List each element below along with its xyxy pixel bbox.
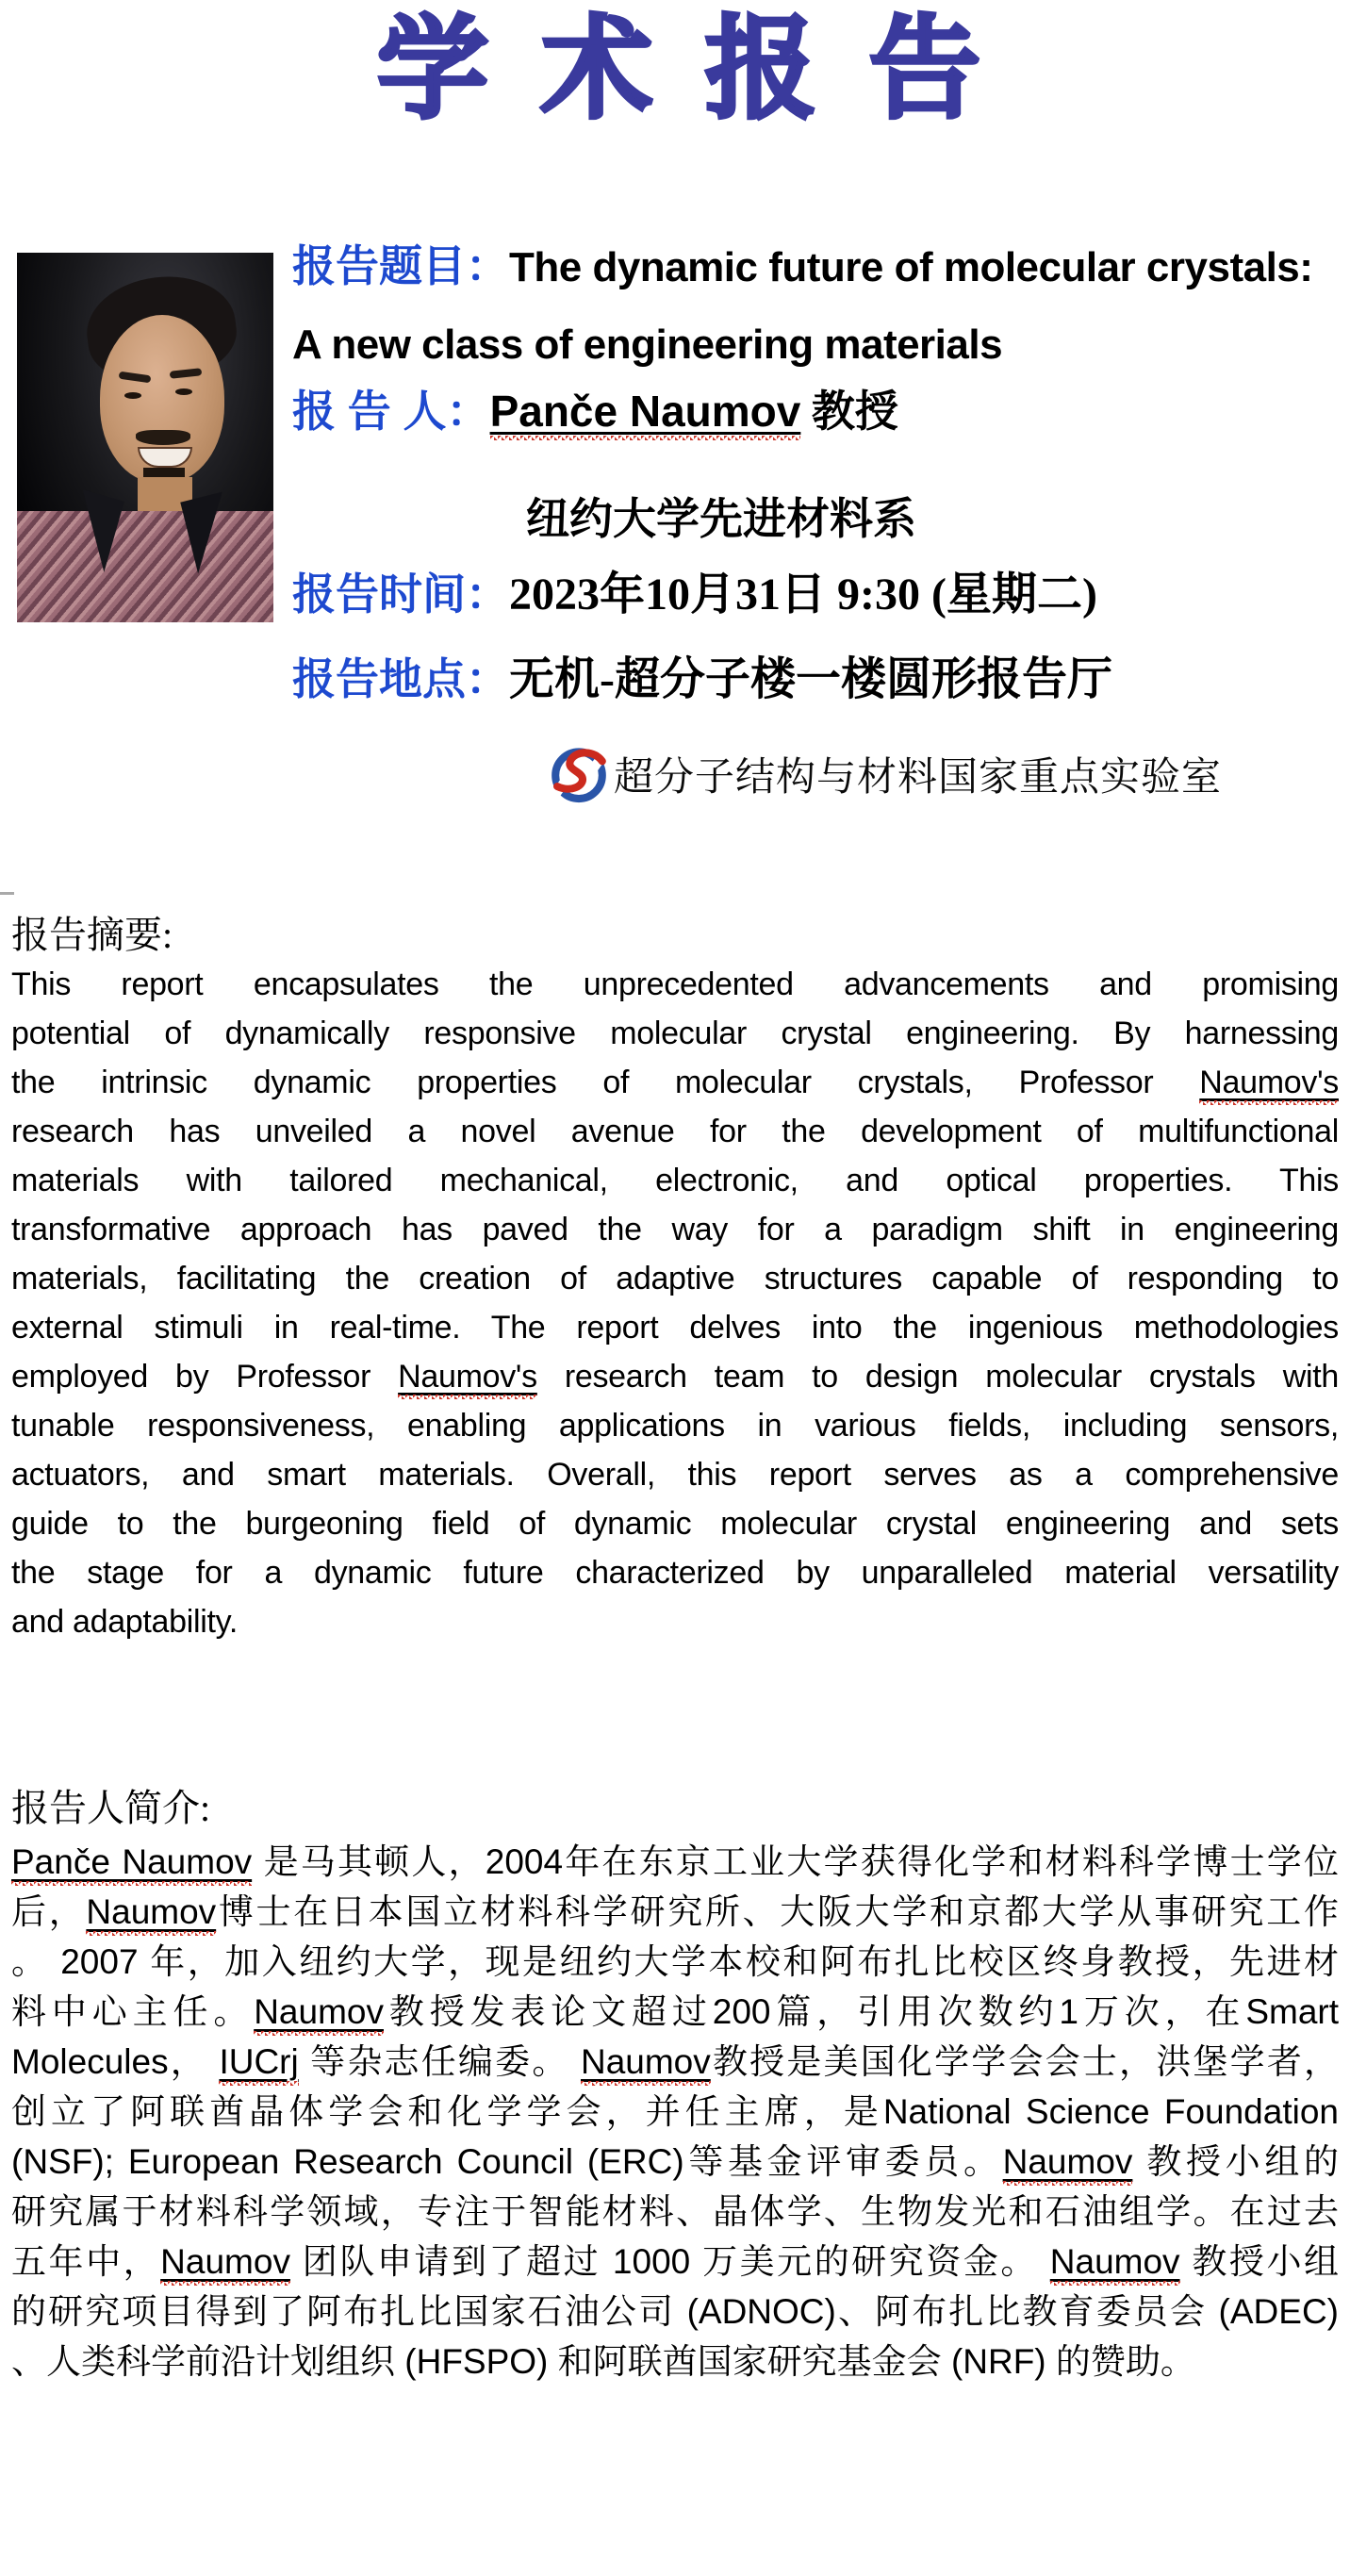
topic-value: The dynamic future of molecular crystals: A new class of engineering materials [292, 244, 1313, 368]
text-line [11, 1837, 1339, 1887]
text-segment: potential of dynamically responsive molecular crystal engineering. By harnessing [11, 1016, 1339, 1051]
text-segment: 教授小组的 [1132, 2142, 1339, 2181]
text-segment: 教授是美国化学学会会士，洪堡学者， [710, 2042, 1340, 2081]
topic-row [292, 232, 1350, 388]
text-line [11, 1499, 1339, 1548]
speaker-row [292, 383, 898, 451]
text-line [11, 1937, 1339, 1987]
text-line [11, 1401, 1339, 1450]
text-segment: external stimuli in real-time. The report delves into the ingenious methodologies [11, 1310, 1339, 1346]
text-segment: 创立了阿联酋晶体学会和化学学会，并任主席，是National Science Foundation [11, 2092, 1339, 2131]
text-line [11, 1156, 1339, 1205]
text-line [11, 2287, 1339, 2337]
time-value: 2023年10月31日 9:30 (星期二) [509, 570, 1097, 619]
abstract-text [11, 960, 1339, 1646]
text-line [11, 960, 1339, 1009]
text-line [11, 2337, 1339, 2386]
place-row [292, 651, 1112, 718]
page-title: 学术报告 [377, 8, 1034, 132]
bio-heading: 报告人简介: [11, 1787, 211, 1829]
text-segment: guide to the burgeoning field of dynamic molecular crystal engineering and sets [11, 1506, 1339, 1542]
text-segment: 教授发表论文超过200篇，引用次数约1万次，在Smart [383, 1992, 1340, 2031]
text-segment: research team to design molecular crystals with [536, 1359, 1339, 1395]
text-segment: 是马其顿人，2004年在东京工业大学获得化学和材料科学博士学位 [252, 1842, 1339, 1881]
text-line [11, 2037, 1339, 2087]
text-segment: (NSF); European Research Council (ERC)等基金评审委员。 [11, 2142, 1003, 2181]
text-line [11, 2137, 1339, 2187]
text-line [11, 1987, 1339, 2037]
flagged-name: Panče Naumov [11, 1842, 253, 1881]
text-segment: 研究属于材料科学领域，专注于智能材料、晶体学、生物发光和石油组学。在过去 [11, 2192, 1339, 2231]
flagged-name: IUCrj [219, 2042, 299, 2081]
text-line [11, 1597, 1339, 1646]
flagged-name: Naumov [254, 1992, 384, 2031]
text-segment: materials with tailored mechanical, electronic, and optical properties. This [11, 1163, 1339, 1198]
photo-moustache [136, 430, 190, 445]
text-segment: 料中心主任。 [11, 1992, 255, 2031]
lab-name: 超分子结构与材料国家重点实验室 [614, 756, 1223, 800]
text-line [11, 2087, 1339, 2137]
time-label: 报告时间： [292, 570, 509, 619]
flagged-name: Naumov's [398, 1359, 537, 1395]
flagged-name: Naumov [160, 2242, 290, 2281]
text-segment: transformative approach has paved the way for a paradigm shift in engineering [11, 1212, 1339, 1247]
lab-row [550, 743, 1222, 805]
text-segment: 的研究项目得到了阿布扎比国家石油公司 (ADNOC)、阿布扎比教育委员会 (ADEC) [11, 2292, 1339, 2331]
photo-shirt [17, 511, 273, 622]
text-line [11, 2187, 1339, 2237]
text-segment: 教授小组 [1179, 2242, 1339, 2281]
place-value: 无机-超分子楼一楼圆形报告厅 [509, 654, 1112, 704]
flagged-name: Naumov [86, 1892, 217, 1931]
time-row [292, 566, 1097, 634]
speaker-title-suffix: 教授 [800, 388, 898, 436]
flagged-name: Naumov [1049, 2242, 1180, 2281]
text-line [11, 1352, 1339, 1401]
place-label: 报告地点： [292, 654, 509, 703]
text-line [11, 1205, 1339, 1254]
text-line [11, 2237, 1339, 2287]
text-segment: research has unveiled a novel avenue for the development of multifunctional [11, 1114, 1339, 1149]
text-segment: and adaptability. [11, 1604, 239, 1640]
text-segment: the stage for a dynamic future characterized by unparalleled material versatility [11, 1555, 1339, 1591]
text-segment: 、人类科学前沿计划组织 (HFSPO) 和阿联酋国家研究基金会 (NRF) 的赞助。 [11, 2342, 1195, 2381]
text-segment: employed by Professor [11, 1359, 399, 1395]
text-segment: Molecules， [11, 2042, 220, 2081]
bio-text [11, 1837, 1339, 2386]
text-segment: This report encapsulates the unprecedented advancements and promising [11, 966, 1339, 1002]
flagged-name: Naumov [1002, 2142, 1133, 2181]
text-segment: 后， [11, 1892, 87, 1931]
page-break-dash [0, 892, 14, 895]
text-segment: actuators, and smart materials. Overall, this report serves as a comprehensive [11, 1457, 1339, 1493]
text-segment: 博士在日本国立材料科学研究所、大阪大学和京都大学从事研究工作 [216, 1892, 1340, 1931]
text-segment: tunable responsiveness, enabling applications in various fields, including sensors, [11, 1408, 1339, 1444]
text-segment: materials, facilitating the creation of adaptive structures capable of responding to [11, 1261, 1339, 1296]
speaker-photo [17, 253, 273, 622]
text-segment: 等杂志任编委。 [298, 2042, 581, 2081]
speaker-name: Panče Naumov [489, 387, 801, 436]
supramolecular-lab-logo-icon [550, 743, 608, 805]
text-segment: 团队申请到了超过 1000 万美元的研究资金。 [289, 2242, 1050, 2281]
topic-label: 报告题目： [292, 241, 509, 290]
text-line [11, 1887, 1339, 1937]
text-segment: 。 2007 年，加入纽约大学，现是纽约大学本校和阿布扎比校区终身教授，先进材 [11, 1942, 1339, 1981]
abstract-heading: 报告摘要: [11, 914, 173, 956]
text-line [11, 1450, 1339, 1499]
text-segment: 五年中， [11, 2242, 161, 2281]
text-line [11, 1303, 1339, 1352]
flagged-name: Naumov [580, 2042, 711, 2081]
text-line [11, 1254, 1339, 1303]
photo-eye [124, 392, 141, 399]
speaker-affiliation: 纽约大学先进材料系 [526, 495, 916, 543]
photo-eye [175, 388, 192, 395]
text-line [11, 1058, 1339, 1107]
text-segment: the intrinsic dynamic properties of molecular crystals, Professor [11, 1065, 1200, 1100]
text-line [11, 1107, 1339, 1156]
text-line [11, 1548, 1339, 1597]
text-line [11, 1009, 1339, 1058]
speaker-label: 报 告 人： [292, 387, 490, 436]
flagged-name: Naumov's [1199, 1065, 1339, 1100]
